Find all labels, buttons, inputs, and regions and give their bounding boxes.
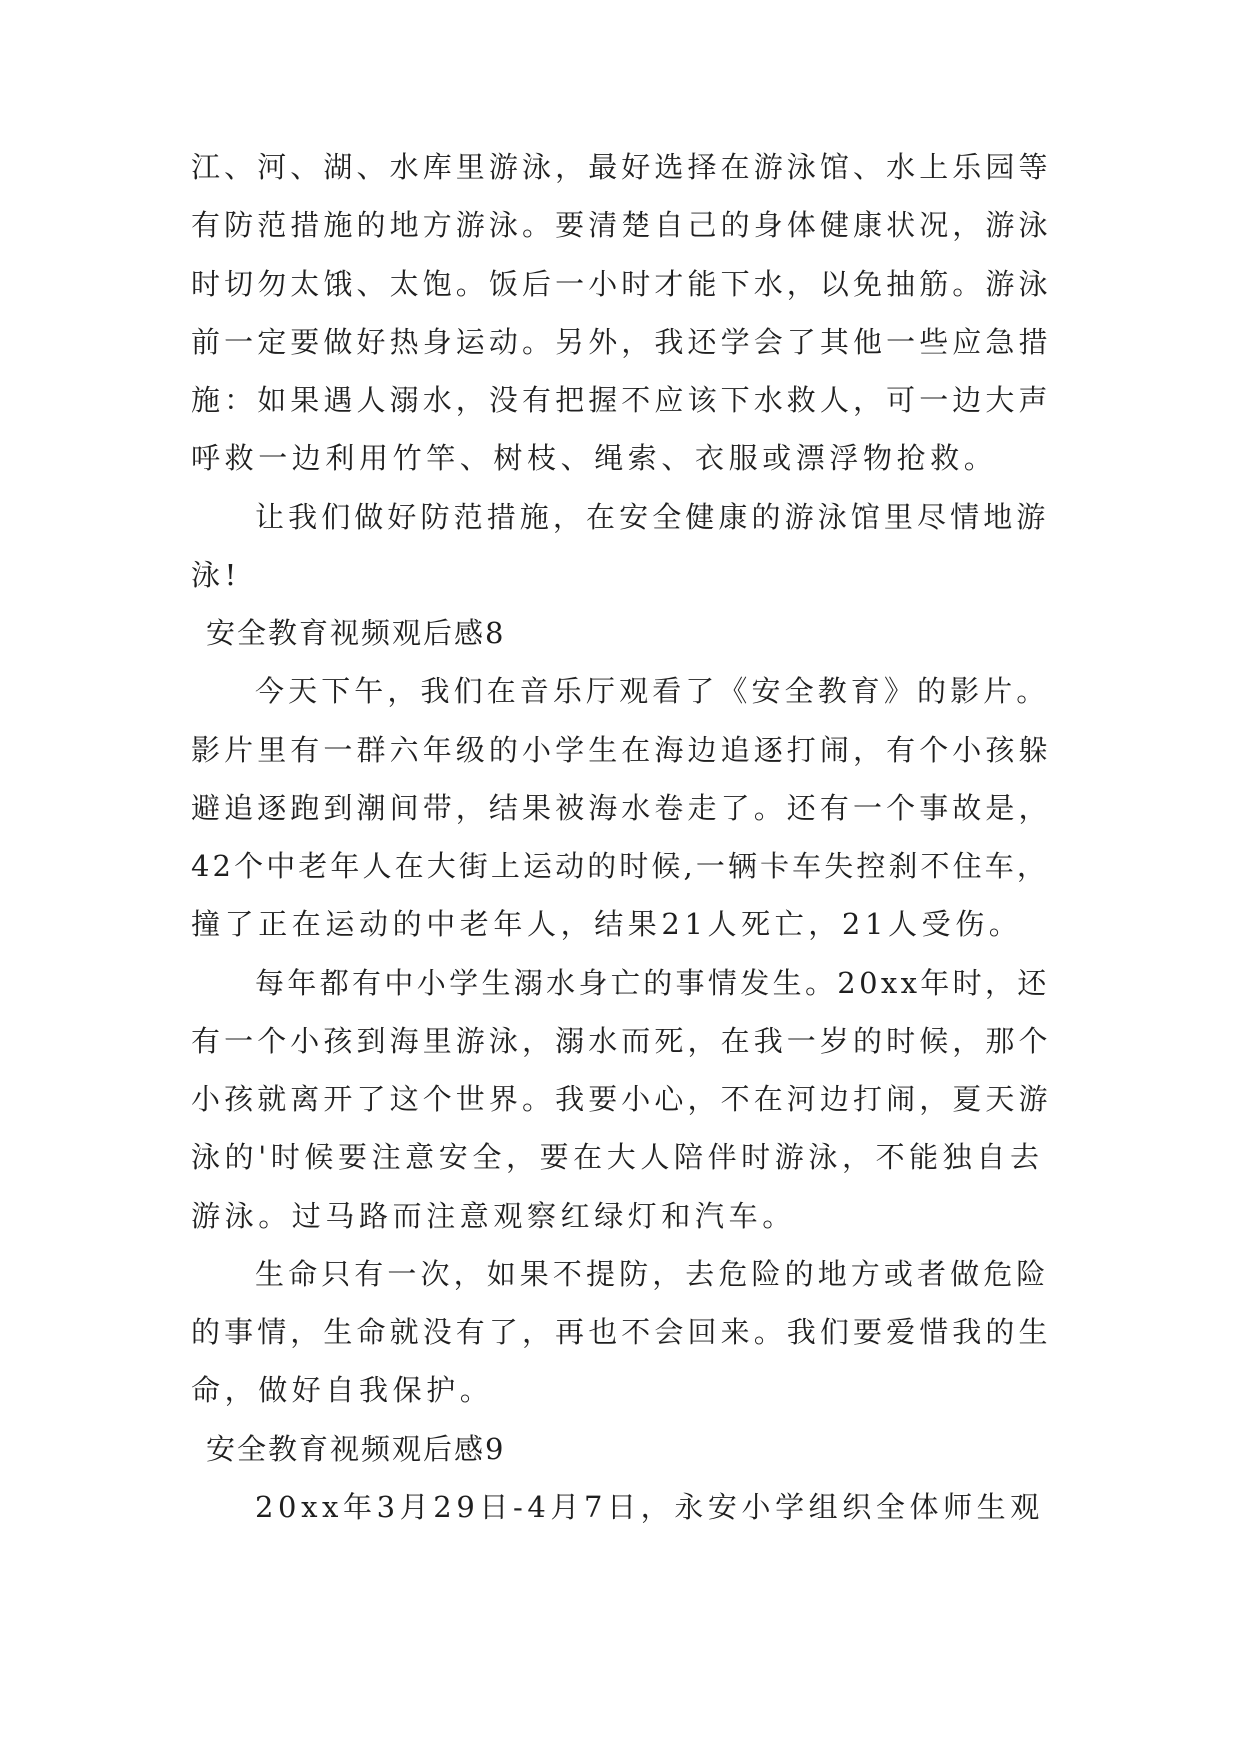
body-text-line: 命，做好自我保护。	[191, 1373, 494, 1407]
body-text-line: 施：如果遇人溺水，没有把握不应该下水救人，可一边大声	[191, 383, 1052, 417]
body-text-line: 影片里有一群六年级的小学生在海边追逐打闹，有个小孩躲	[191, 733, 1052, 767]
body-text-line: 游泳。过马路而注意观察红绿灯和汽车。	[191, 1199, 796, 1233]
body-text-line: 泳的'时候要注意安全，要在大人陪伴时游泳，不能独自去	[191, 1140, 1044, 1174]
body-text-line: 呼救一边利用竹竿、树枝、绳索、衣服或漂浮物抢救。	[191, 441, 998, 475]
body-text-line: 小孩就离开了这个世界。我要小心，不在河边打闹，夏天游	[191, 1082, 1052, 1116]
body-text-line: 避追逐跑到潮间带，结果被海水卷走了。还有一个事故是，	[191, 791, 1052, 825]
body-text-line: 江、河、湖、水库里游泳，最好选择在游泳馆、水上乐园等	[191, 150, 1052, 184]
body-text-line: 泳!	[191, 558, 241, 592]
body-text-line: 有防范措施的地方游泳。要清楚自己的身体健康状况，游泳	[191, 208, 1052, 242]
body-text-line: 的事情，生命就没有了，再也不会回来。我们要爱惜我的生	[191, 1315, 1052, 1349]
paragraph-first-line: 生命只有一次，如果不提防，去危险的地方或者做危险	[255, 1257, 1050, 1291]
body-text-line: 撞了正在运动的中老年人，结果21人死亡，21人受伤。	[191, 907, 1023, 941]
paragraph-first-line: 让我们做好防范措施，在安全健康的游泳馆里尽情地游	[255, 500, 1050, 534]
paragraph-first-line: 今天下午，我们在音乐厅观看了《安全教育》的影片。	[255, 674, 1050, 708]
body-text-line: 有一个小孩到海里游泳，溺水而死，在我一岁的时候，那个	[191, 1024, 1052, 1058]
section-heading: 安全教育视频观后感8	[206, 616, 506, 650]
body-text-line: 时切勿太饿、太饱。饭后一小时才能下水，以免抽筋。游泳	[191, 267, 1052, 301]
section-heading: 安全教育视频观后感9	[206, 1432, 506, 1466]
body-text-line: 42个中老年人在大街上运动的时候,一辆卡车失控刹不住车，	[191, 849, 1049, 883]
paragraph-first-line: 20xx年3月29日-4月7日，永安小学组织全体师生观	[255, 1490, 1044, 1524]
body-text-line: 前一定要做好热身运动。另外，我还学会了其他一些应急措	[191, 325, 1052, 359]
paragraph-first-line: 每年都有中小学生溺水身亡的事情发生。20xx年时，还	[255, 966, 1050, 1000]
